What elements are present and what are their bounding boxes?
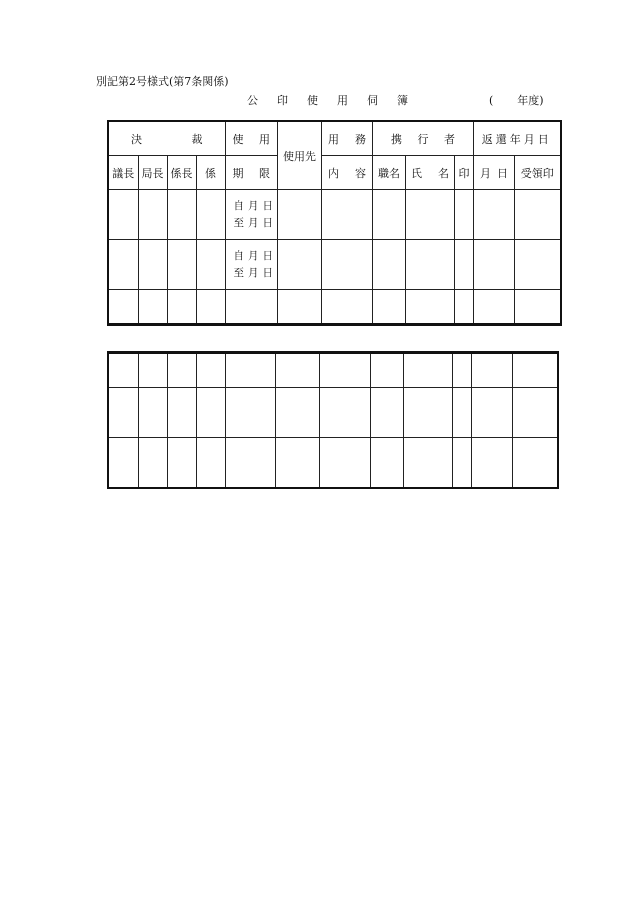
period-cell: 自 月 日 至 月 日: [225, 190, 278, 240]
header-chair: 議長: [108, 156, 138, 190]
header-name: 氏 名: [406, 156, 455, 190]
header-decision: 決 裁: [108, 121, 225, 156]
header-destination: 使用先: [278, 121, 322, 190]
header-period: 期 限: [225, 156, 278, 190]
header-job-title: 職名: [373, 156, 406, 190]
title-char: 伺: [367, 94, 378, 107]
title-char: 使: [307, 94, 318, 107]
table-row: [108, 290, 561, 325]
header-content: 内 容: [322, 156, 373, 190]
header-use: 使 用: [225, 121, 278, 156]
table-row: [108, 353, 558, 388]
title-char: 印: [277, 94, 288, 107]
fiscal-year-label: 年度): [517, 94, 544, 107]
table-row: [108, 388, 558, 438]
header-section-chief: 係長: [167, 156, 196, 190]
ledger-table-top: [107, 120, 562, 326]
header-receipt-seal: 受領印: [515, 156, 561, 190]
header-seal: 印: [455, 156, 474, 190]
page-title: [247, 92, 427, 108]
title-char: 公: [247, 94, 258, 107]
form-number-label: 別記第2号様式(第7条関係): [96, 75, 229, 88]
header-carrier: 携 行 者: [373, 121, 474, 156]
table-row: [108, 438, 558, 489]
header-month-day: 月 日: [474, 156, 515, 190]
period-cell: 自 月 日 至 月 日: [225, 240, 278, 290]
title-char: 簿: [397, 94, 408, 107]
header-bureau-chief: 局長: [138, 156, 167, 190]
header-staff: 係: [196, 156, 225, 190]
fiscal-year-open: (: [489, 94, 494, 107]
fiscal-year: [489, 92, 544, 108]
table-row: [108, 240, 561, 290]
table-row: [108, 190, 561, 240]
ledger-table-bottom: [107, 351, 559, 489]
header-business: 用 務: [322, 121, 373, 156]
title-char: 用: [337, 94, 348, 107]
header-return-date: 返還年月日: [474, 121, 561, 156]
